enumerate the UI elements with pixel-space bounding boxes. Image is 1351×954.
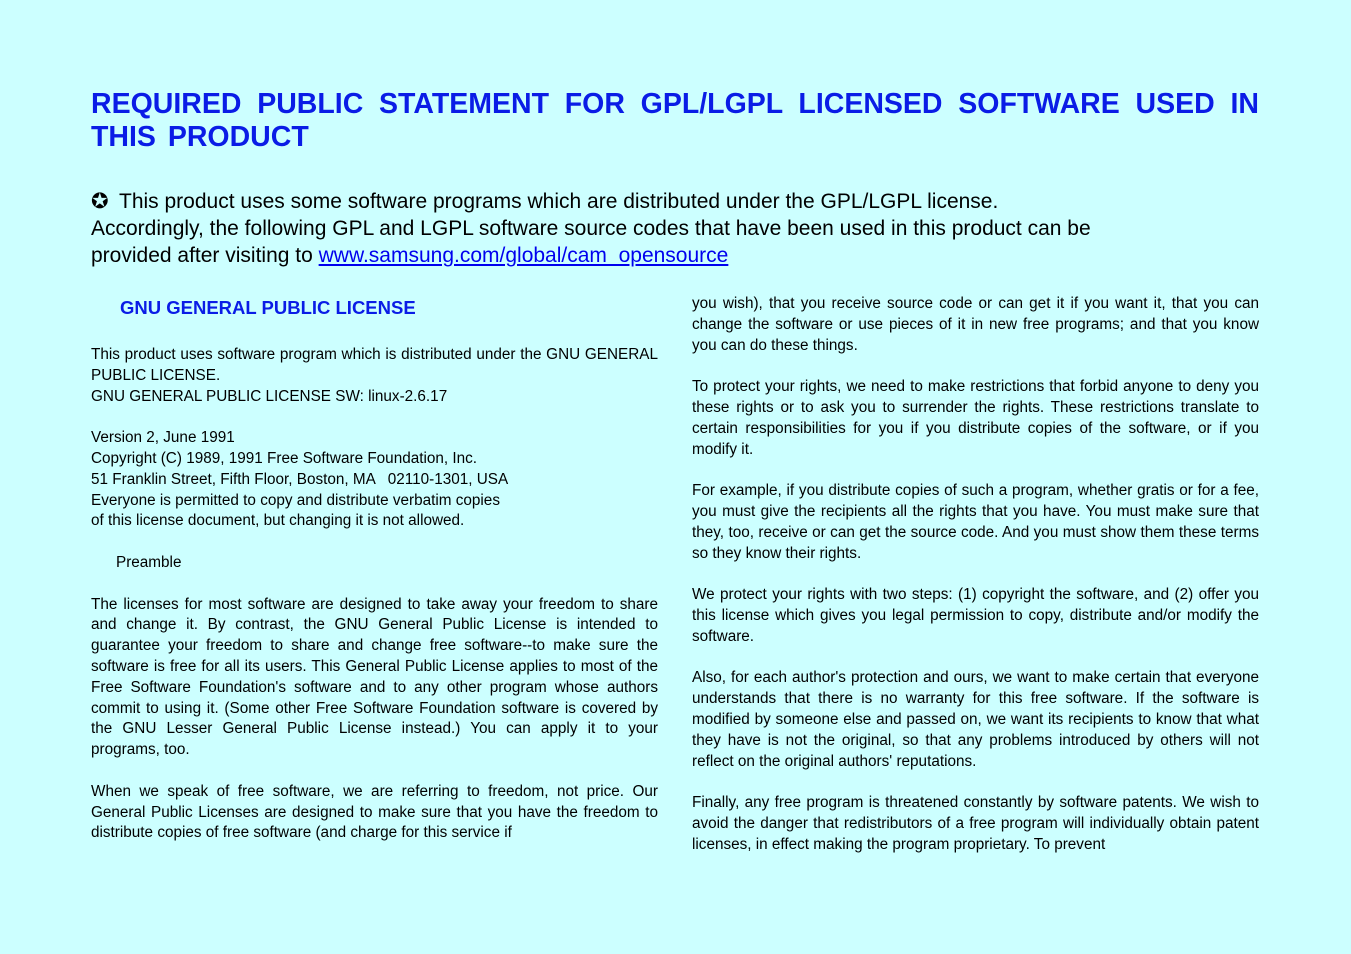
document-page: [91, 88, 1259, 269]
left-paragraph-3: When we speak of free software, we are referring to freedom, not price. Our General Public Licenses are designed to make sure that you have the freedom to distribute copies of free software (and charge for this service if: [91, 782, 658, 842]
right-paragraph-3: For example, if you distribute copies of such a program, whether gratis or for a fee, you must give the recipients all the rights that you have. You must make sure that they, too, receive or can get the source code. And you must show them these terms so they know their rights.: [692, 482, 1259, 562]
right-paragraph-2: To protect your rights, we need to make restrictions that forbid anyone to deny you these rights or to ask you to surrender the rights. These restrictions translate to certain responsibilities for you if you distribute copies of the software, or if you modify it.: [692, 378, 1259, 458]
sw-line: GNU GENERAL PUBLIC LICENSE SW: linux-2.6.17: [91, 387, 448, 405]
preamble-heading: Preamble: [116, 553, 182, 571]
address-line: 51 Franklin Street, Fifth Floor, Boston, MA 02110-1301, USA: [91, 470, 509, 488]
copyright-line: Copyright (C) 1989, 1991 Free Software Foundation, Inc.: [91, 449, 478, 467]
version-line: Version 2, June 1991: [91, 429, 235, 447]
right-paragraph-4: We protect your rights with two steps: (1) copyright the software, and (2) offer you this license which gives you legal permission to copy, distribute and/or modify the software.: [692, 586, 1259, 645]
right-column: [692, 294, 1259, 876]
right-paragraph-6: Finally, any free program is threatened constantly by software patents. We wish to avoid the danger that redistributors of a free program will individually obtain patent licenses, in effect making the program proprietary. To prevent: [692, 794, 1259, 853]
intro-text-1: This product uses some software programs which are distributed under the GPL/LGPL license.: [119, 190, 999, 213]
intro-text-3: provided after visiting to: [91, 244, 319, 267]
left-column: [91, 294, 658, 865]
intro-line-3: [91, 242, 1259, 269]
left-paragraph-1: [91, 345, 658, 407]
permission-line-1: Everyone is permitted to copy and distribute verbatim copies: [91, 491, 500, 509]
page-title: REQUIRED PUBLIC STATEMENT FOR GPL/LGPL LICENSED SOFTWARE USED IN THIS PRODUCT: [91, 88, 1259, 153]
intro-block: [91, 188, 1259, 269]
intro-line-2: Accordingly, the following GPL and LGPL software source codes that have been used in this product can be: [91, 217, 1091, 240]
star-icon: ✪: [91, 190, 109, 213]
right-paragraph-5: Also, for each author's protection and ours, we want to make certain that everyone understands that there is no warranty for this free software. If the software is modified by someone else and passed on, we want its recipients to know that what they have is not the original, so that any problems introduced by others will not reflect on the original authors' reputations.: [692, 669, 1259, 770]
right-paragraph-1: you wish), that you receive source code or can get it if you want it, that you can change the software or use pieces of it in new free programs; and that you know you can do these things.: [692, 295, 1259, 354]
usage-text: This product uses software program which is distributed under the GNU GENERAL PUBLIC LICENSE.: [91, 346, 658, 384]
version-block: [91, 428, 658, 532]
left-paragraph-2: The licenses for most software are designed to take away your freedom to share and change it. By contrast, the GNU General Public License is intended to guarantee your freedom to share and change free software--to make sure the software is free for all its users. This General Public License applies to most of the Free Software Foundation's software and to any other program whose authors commit to using it. (Some other Free Software Foundation software is covered by the GNU Lesser General Public License instead.) You can apply it to your programs, too.: [91, 595, 658, 759]
intro-line-1: [91, 188, 1259, 215]
opensource-link[interactable]: www.samsung.com/global/cam_opensource: [318, 244, 729, 267]
permission-line-2: of this license document, but changing it is not allowed.: [91, 512, 465, 530]
gpl-heading: GNU GENERAL PUBLIC LICENSE: [120, 297, 416, 318]
